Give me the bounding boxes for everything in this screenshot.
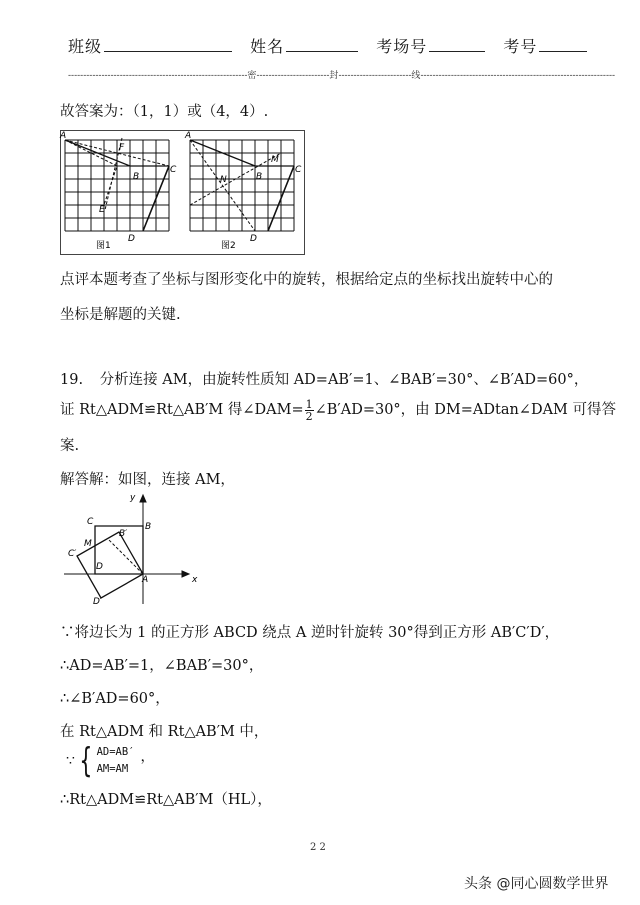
q19-analysis-line2: [60, 398, 616, 422]
fig3-label-M: M: [84, 539, 92, 549]
q19-step1: ∵将边长为 1 的正方形 ABCD 绕点 A 逆时针旋转 30°得到正方形 AB′C′D′，: [60, 625, 560, 641]
q19-analysis-line1: [60, 368, 588, 389]
system-lines: AD=AB′ AM=AM: [96, 746, 135, 775]
equation-system: ∵ { AD=AB′ AM=AM ，: [66, 741, 155, 781]
fig1-label-B: B: [133, 172, 140, 182]
watermark: 头条 @同心圆数学世界: [464, 876, 609, 892]
rotation-figures: [60, 130, 305, 255]
name-blank[interactable]: [286, 37, 358, 52]
fig2-label-D: D: [250, 234, 257, 244]
exam-header: [68, 34, 587, 57]
page-number: 2 2: [310, 842, 326, 853]
figure2-grid: [190, 140, 294, 231]
fig3-label-C: C: [87, 517, 94, 527]
fig3-label-D: D: [96, 562, 103, 572]
fig1-label-D: D: [128, 234, 135, 244]
axes: [64, 495, 189, 604]
seal-line: -----------------------------------------------------------密------------------------封------------------------线----------------------------------------------------------------: [68, 71, 616, 81]
fig3-label-A: A: [142, 575, 149, 585]
name-label: 姓名: [250, 37, 285, 56]
fig2-label-B: B: [256, 172, 263, 182]
fig1-label-E: E: [99, 205, 105, 215]
q19-step5: ∴Rt△ADM≌Rt△AB′M（HL），: [60, 792, 272, 808]
fig3-label-y: y: [130, 493, 136, 503]
because-symbol: ∵: [66, 753, 75, 769]
fig2-label-A: A: [185, 131, 192, 141]
fig2-label-C: C: [295, 165, 302, 175]
class-label: 班级: [68, 37, 103, 56]
room-blank[interactable]: [429, 37, 485, 52]
fig3-label-D-prime: D′: [93, 597, 102, 607]
half-fraction: $\frac{1}{2}$: [305, 397, 313, 423]
q19-number: 19.: [60, 372, 84, 388]
fig3-label-x: x: [192, 575, 198, 585]
q19-analysis-b-pre: 证 Rt△ADM≌Rt△AB′M 得∠DAM=: [60, 402, 304, 418]
squares: [77, 526, 143, 598]
class-blank[interactable]: [104, 37, 232, 52]
q19-step3: ∴∠B′AD=60°，: [60, 691, 170, 707]
q19-step2: ∴AD=AB′=1，∠BAB′=30°，: [60, 658, 264, 674]
fig1-caption: 图1: [96, 241, 111, 251]
q19-solution-intro: 解答解：如图，连接 AM，: [60, 472, 235, 488]
fig1-label-F: F: [119, 143, 125, 153]
fig2-label-N: N: [220, 175, 227, 185]
fig1-label-A: A: [60, 131, 67, 141]
q19-analysis-b-post: ∠B′AD=30°，由 DM=ADtan∠DAM 可得答: [314, 402, 617, 418]
q19-analysis-line3: 案.: [60, 438, 80, 454]
fig2-caption: 图2: [221, 241, 236, 251]
fig2-label-M: M: [271, 155, 279, 165]
figure1-grid: [65, 140, 169, 231]
fig3-label-C-prime: C′: [68, 549, 77, 559]
q19-step4: 在 Rt△ADM 和 Rt△AB′M 中，: [60, 724, 269, 740]
room-label: 考场号: [376, 37, 428, 56]
fig3-label-B-prime: B′: [119, 529, 128, 539]
fig3-label-B: B: [145, 522, 152, 532]
q19-analysis-a: 分析连接 AM，由旋转性质知 AD=AB′=1、∠BAB′=30°、∠B′AD=60°，: [99, 372, 589, 388]
rotation-diagram: [60, 490, 200, 610]
q18-comment-line2: 坐标是解题的关键.: [60, 307, 181, 323]
q18-answer: 故答案为：（1，1）或（4，4）.: [60, 104, 269, 120]
seat-blank[interactable]: [539, 37, 587, 52]
q18-comment-line1: 点评本题考查了坐标与图形变化中的旋转，根据给定点的坐标找出旋转中心的: [60, 272, 553, 288]
fig1-label-C: C: [170, 165, 177, 175]
left-brace: {: [79, 741, 93, 781]
seat-label: 考号: [503, 37, 538, 56]
